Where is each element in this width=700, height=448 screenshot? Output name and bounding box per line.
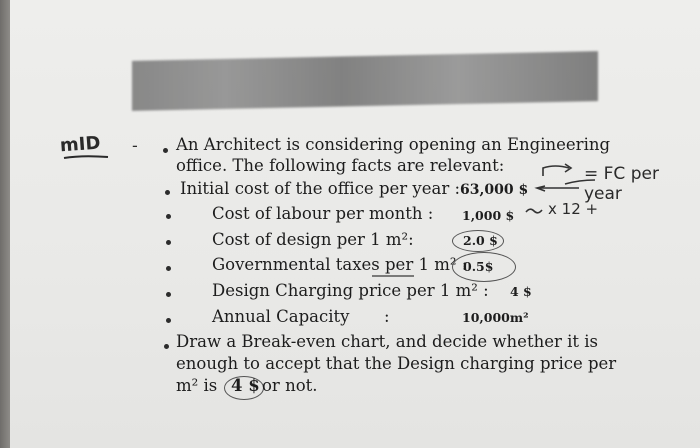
bullet [166, 214, 171, 219]
blurred-header [132, 51, 598, 111]
item-label-design-cost: Cost of design per 1 m²: [212, 230, 414, 249]
item-colon-capacity: : [384, 307, 390, 326]
task-line-2: enough to accept that the Design charging price per [176, 354, 617, 373]
bullet [166, 292, 171, 297]
item-value-labour: 1,000 $ [462, 208, 515, 223]
underline-mark [370, 273, 420, 279]
bullet [165, 190, 170, 195]
margin-underline [62, 152, 112, 162]
margin-dash: - [132, 136, 138, 155]
item-label-initial-cost: Initial cost of the office per year : [180, 179, 461, 198]
item-label-labour: Cost of labour per month : [212, 204, 434, 223]
margin-label: mID [59, 132, 102, 157]
item-value-initial-cost: 63,000 $ [460, 182, 529, 198]
item-value-taxes: 0.5$ [463, 259, 494, 274]
bullet [166, 266, 171, 271]
tilde-mark [524, 206, 544, 216]
intro-line-2: office. The following facts are relevant: [176, 156, 505, 175]
intro-line-1: An Architect is considering opening an Engineering [176, 135, 611, 154]
item-label-taxes: Governmental taxes per 1 m² : [212, 255, 468, 274]
task-line-3-start: m² is [176, 376, 218, 395]
bullet [164, 344, 169, 349]
task-line-3-end: or not. [262, 376, 318, 395]
bullet [166, 240, 171, 245]
item-value-capacity: 10,000m² [462, 310, 529, 325]
item-value-design-cost: 2.0 $ [463, 233, 498, 248]
bullet [166, 318, 171, 323]
item-value-price: 4 $ [510, 284, 532, 299]
task-line-1: Draw a Break-even chart, and decide whether it is [176, 332, 598, 351]
task-line-3-price: 4 $ [231, 376, 260, 395]
item-label-price: Design Charging price per 1 m² : [212, 281, 489, 300]
times-twelve-annotation: x 12 + [548, 200, 599, 218]
item-label-capacity: Annual Capacity [212, 307, 350, 326]
bullet [163, 148, 168, 153]
fixed-cost-annotation: = FC per year [584, 164, 659, 204]
